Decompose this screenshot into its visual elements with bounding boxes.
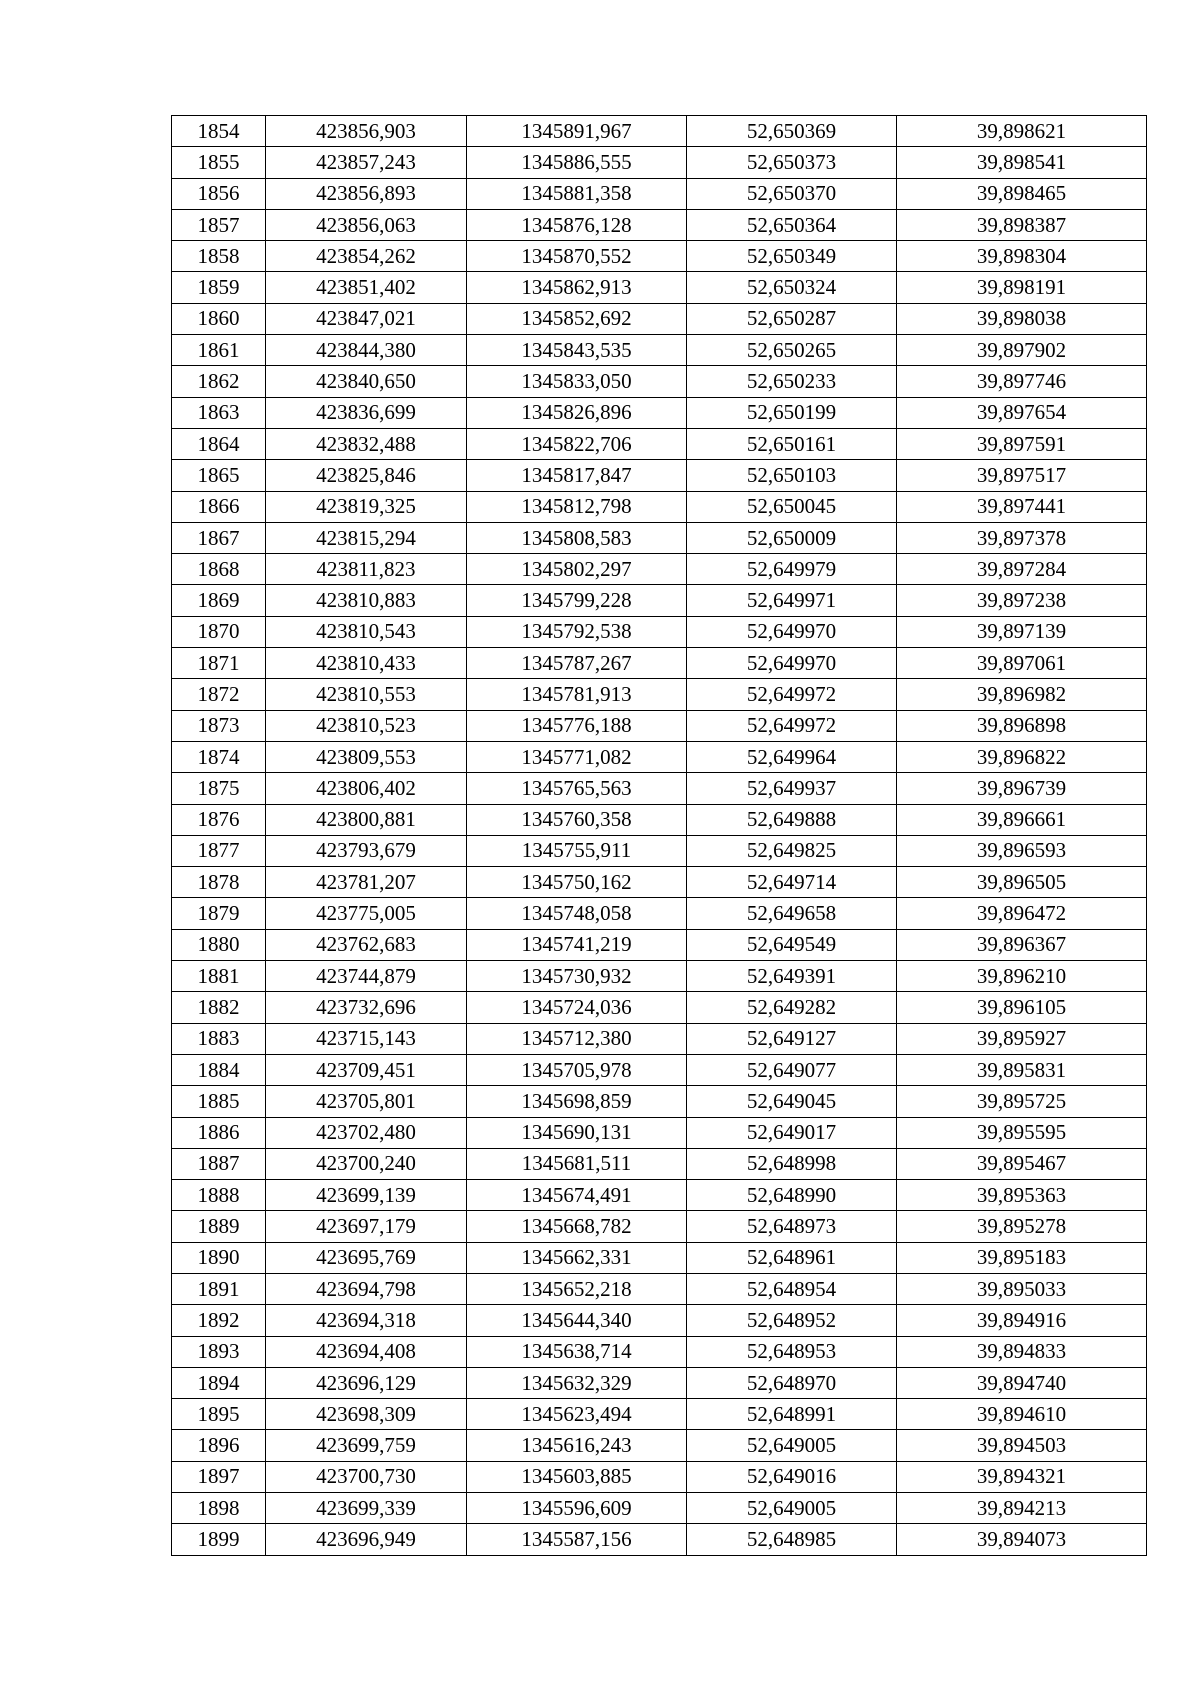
table-row bbox=[172, 147, 1147, 178]
longitude-cell: 39,894740 bbox=[897, 1367, 1147, 1398]
point-number-cell: 1857 bbox=[172, 209, 266, 240]
y-coordinate-cell: 1345781,913 bbox=[467, 679, 687, 710]
y-coordinate-cell: 1345760,358 bbox=[467, 804, 687, 835]
y-coordinate-cell: 1345802,297 bbox=[467, 554, 687, 585]
y-coordinate-cell: 1345668,782 bbox=[467, 1211, 687, 1242]
point-number-cell: 1882 bbox=[172, 992, 266, 1023]
y-coordinate-cell: 1345870,552 bbox=[467, 241, 687, 272]
table-row bbox=[172, 1148, 1147, 1179]
y-coordinate-cell: 1345638,714 bbox=[467, 1336, 687, 1367]
longitude-cell: 39,898387 bbox=[897, 209, 1147, 240]
coordinate-table bbox=[171, 115, 1147, 1556]
longitude-cell: 39,896898 bbox=[897, 710, 1147, 741]
table-row bbox=[172, 648, 1147, 679]
table-row bbox=[172, 1493, 1147, 1524]
x-coordinate-cell: 423856,063 bbox=[266, 209, 467, 240]
longitude-cell: 39,897902 bbox=[897, 335, 1147, 366]
table-row bbox=[172, 554, 1147, 585]
latitude-cell: 52,650287 bbox=[687, 303, 897, 334]
y-coordinate-cell: 1345822,706 bbox=[467, 428, 687, 459]
y-coordinate-cell: 1345681,511 bbox=[467, 1148, 687, 1179]
table-row bbox=[172, 303, 1147, 334]
point-number-cell: 1863 bbox=[172, 397, 266, 428]
latitude-cell: 52,648991 bbox=[687, 1399, 897, 1430]
longitude-cell: 39,896105 bbox=[897, 992, 1147, 1023]
point-number-cell: 1874 bbox=[172, 741, 266, 772]
x-coordinate-cell: 423810,543 bbox=[266, 616, 467, 647]
longitude-cell: 39,897284 bbox=[897, 554, 1147, 585]
table-row bbox=[172, 522, 1147, 553]
table-row bbox=[172, 491, 1147, 522]
latitude-cell: 52,649549 bbox=[687, 929, 897, 960]
y-coordinate-cell: 1345876,128 bbox=[467, 209, 687, 240]
point-number-cell: 1897 bbox=[172, 1461, 266, 1492]
longitude-cell: 39,895927 bbox=[897, 1023, 1147, 1054]
point-number-cell: 1884 bbox=[172, 1054, 266, 1085]
latitude-cell: 52,650009 bbox=[687, 522, 897, 553]
table-row bbox=[172, 1086, 1147, 1117]
longitude-cell: 39,896739 bbox=[897, 773, 1147, 804]
point-number-cell: 1899 bbox=[172, 1524, 266, 1555]
longitude-cell: 39,897517 bbox=[897, 460, 1147, 491]
latitude-cell: 52,649282 bbox=[687, 992, 897, 1023]
latitude-cell: 52,648953 bbox=[687, 1336, 897, 1367]
y-coordinate-cell: 1345674,491 bbox=[467, 1180, 687, 1211]
latitude-cell: 52,649714 bbox=[687, 867, 897, 898]
longitude-cell: 39,896210 bbox=[897, 961, 1147, 992]
longitude-cell: 39,897378 bbox=[897, 522, 1147, 553]
longitude-cell: 39,897746 bbox=[897, 366, 1147, 397]
longitude-cell: 39,896367 bbox=[897, 929, 1147, 960]
latitude-cell: 52,650324 bbox=[687, 272, 897, 303]
table-row bbox=[172, 585, 1147, 616]
x-coordinate-cell: 423709,451 bbox=[266, 1054, 467, 1085]
point-number-cell: 1887 bbox=[172, 1148, 266, 1179]
y-coordinate-cell: 1345748,058 bbox=[467, 898, 687, 929]
table-row bbox=[172, 335, 1147, 366]
point-number-cell: 1896 bbox=[172, 1430, 266, 1461]
point-number-cell: 1868 bbox=[172, 554, 266, 585]
longitude-cell: 39,894073 bbox=[897, 1524, 1147, 1555]
table-row bbox=[172, 460, 1147, 491]
latitude-cell: 52,649964 bbox=[687, 741, 897, 772]
x-coordinate-cell: 423695,769 bbox=[266, 1242, 467, 1273]
x-coordinate-cell: 423854,262 bbox=[266, 241, 467, 272]
longitude-cell: 39,894833 bbox=[897, 1336, 1147, 1367]
point-number-cell: 1871 bbox=[172, 648, 266, 679]
x-coordinate-cell: 423810,883 bbox=[266, 585, 467, 616]
latitude-cell: 52,649127 bbox=[687, 1023, 897, 1054]
latitude-cell: 52,649016 bbox=[687, 1461, 897, 1492]
y-coordinate-cell: 1345787,267 bbox=[467, 648, 687, 679]
point-number-cell: 1891 bbox=[172, 1273, 266, 1304]
latitude-cell: 52,649045 bbox=[687, 1086, 897, 1117]
point-number-cell: 1854 bbox=[172, 116, 266, 147]
table-row bbox=[172, 898, 1147, 929]
point-number-cell: 1858 bbox=[172, 241, 266, 272]
latitude-cell: 52,649972 bbox=[687, 679, 897, 710]
point-number-cell: 1872 bbox=[172, 679, 266, 710]
point-number-cell: 1865 bbox=[172, 460, 266, 491]
y-coordinate-cell: 1345596,609 bbox=[467, 1493, 687, 1524]
point-number-cell: 1867 bbox=[172, 522, 266, 553]
x-coordinate-cell: 423815,294 bbox=[266, 522, 467, 553]
y-coordinate-cell: 1345881,358 bbox=[467, 178, 687, 209]
y-coordinate-cell: 1345891,967 bbox=[467, 116, 687, 147]
x-coordinate-cell: 423793,679 bbox=[266, 835, 467, 866]
y-coordinate-cell: 1345755,911 bbox=[467, 835, 687, 866]
point-number-cell: 1886 bbox=[172, 1117, 266, 1148]
y-coordinate-cell: 1345603,885 bbox=[467, 1461, 687, 1492]
x-coordinate-cell: 423700,240 bbox=[266, 1148, 467, 1179]
table-row bbox=[172, 679, 1147, 710]
table-row bbox=[172, 1461, 1147, 1492]
y-coordinate-cell: 1345750,162 bbox=[467, 867, 687, 898]
point-number-cell: 1889 bbox=[172, 1211, 266, 1242]
x-coordinate-cell: 423732,696 bbox=[266, 992, 467, 1023]
table-row bbox=[172, 710, 1147, 741]
x-coordinate-cell: 423819,325 bbox=[266, 491, 467, 522]
latitude-cell: 52,649658 bbox=[687, 898, 897, 929]
longitude-cell: 39,894213 bbox=[897, 1493, 1147, 1524]
point-number-cell: 1876 bbox=[172, 804, 266, 835]
point-number-cell: 1879 bbox=[172, 898, 266, 929]
x-coordinate-cell: 423699,339 bbox=[266, 1493, 467, 1524]
point-number-cell: 1880 bbox=[172, 929, 266, 960]
x-coordinate-cell: 423702,480 bbox=[266, 1117, 467, 1148]
x-coordinate-cell: 423715,143 bbox=[266, 1023, 467, 1054]
longitude-cell: 39,898465 bbox=[897, 178, 1147, 209]
latitude-cell: 52,649005 bbox=[687, 1430, 897, 1461]
longitude-cell: 39,897061 bbox=[897, 648, 1147, 679]
latitude-cell: 52,649971 bbox=[687, 585, 897, 616]
table-row bbox=[172, 992, 1147, 1023]
x-coordinate-cell: 423856,893 bbox=[266, 178, 467, 209]
y-coordinate-cell: 1345862,913 bbox=[467, 272, 687, 303]
point-number-cell: 1855 bbox=[172, 147, 266, 178]
table-row bbox=[172, 1023, 1147, 1054]
longitude-cell: 39,895363 bbox=[897, 1180, 1147, 1211]
point-number-cell: 1864 bbox=[172, 428, 266, 459]
y-coordinate-cell: 1345632,329 bbox=[467, 1367, 687, 1398]
x-coordinate-cell: 423800,881 bbox=[266, 804, 467, 835]
x-coordinate-cell: 423699,759 bbox=[266, 1430, 467, 1461]
table-row bbox=[172, 835, 1147, 866]
x-coordinate-cell: 423847,021 bbox=[266, 303, 467, 334]
x-coordinate-cell: 423844,380 bbox=[266, 335, 467, 366]
x-coordinate-cell: 423694,318 bbox=[266, 1305, 467, 1336]
point-number-cell: 1898 bbox=[172, 1493, 266, 1524]
y-coordinate-cell: 1345644,340 bbox=[467, 1305, 687, 1336]
longitude-cell: 39,897654 bbox=[897, 397, 1147, 428]
latitude-cell: 52,649970 bbox=[687, 616, 897, 647]
x-coordinate-cell: 423762,683 bbox=[266, 929, 467, 960]
x-coordinate-cell: 423781,207 bbox=[266, 867, 467, 898]
longitude-cell: 39,895467 bbox=[897, 1148, 1147, 1179]
y-coordinate-cell: 1345843,535 bbox=[467, 335, 687, 366]
latitude-cell: 52,650265 bbox=[687, 335, 897, 366]
y-coordinate-cell: 1345741,219 bbox=[467, 929, 687, 960]
latitude-cell: 52,648998 bbox=[687, 1148, 897, 1179]
table-row bbox=[172, 773, 1147, 804]
point-number-cell: 1861 bbox=[172, 335, 266, 366]
table-row bbox=[172, 209, 1147, 240]
longitude-cell: 39,896472 bbox=[897, 898, 1147, 929]
x-coordinate-cell: 423856,903 bbox=[266, 116, 467, 147]
y-coordinate-cell: 1345812,798 bbox=[467, 491, 687, 522]
y-coordinate-cell: 1345705,978 bbox=[467, 1054, 687, 1085]
longitude-cell: 39,896982 bbox=[897, 679, 1147, 710]
point-number-cell: 1881 bbox=[172, 961, 266, 992]
x-coordinate-cell: 423696,129 bbox=[266, 1367, 467, 1398]
latitude-cell: 52,649972 bbox=[687, 710, 897, 741]
y-coordinate-cell: 1345616,243 bbox=[467, 1430, 687, 1461]
latitude-cell: 52,649391 bbox=[687, 961, 897, 992]
latitude-cell: 52,650045 bbox=[687, 491, 897, 522]
longitude-cell: 39,897591 bbox=[897, 428, 1147, 459]
x-coordinate-cell: 423810,523 bbox=[266, 710, 467, 741]
x-coordinate-cell: 423699,139 bbox=[266, 1180, 467, 1211]
longitude-cell: 39,895183 bbox=[897, 1242, 1147, 1273]
table-row bbox=[172, 1211, 1147, 1242]
x-coordinate-cell: 423810,433 bbox=[266, 648, 467, 679]
longitude-cell: 39,897139 bbox=[897, 616, 1147, 647]
x-coordinate-cell: 423851,402 bbox=[266, 272, 467, 303]
point-number-cell: 1860 bbox=[172, 303, 266, 334]
table-row bbox=[172, 1180, 1147, 1211]
latitude-cell: 52,649077 bbox=[687, 1054, 897, 1085]
table-row bbox=[172, 1430, 1147, 1461]
latitude-cell: 52,650349 bbox=[687, 241, 897, 272]
point-number-cell: 1893 bbox=[172, 1336, 266, 1367]
point-number-cell: 1869 bbox=[172, 585, 266, 616]
latitude-cell: 52,650369 bbox=[687, 116, 897, 147]
y-coordinate-cell: 1345886,555 bbox=[467, 147, 687, 178]
x-coordinate-cell: 423806,402 bbox=[266, 773, 467, 804]
y-coordinate-cell: 1345765,563 bbox=[467, 773, 687, 804]
longitude-cell: 39,894916 bbox=[897, 1305, 1147, 1336]
coordinate-table-page bbox=[171, 115, 1146, 1556]
table-row bbox=[172, 1117, 1147, 1148]
point-number-cell: 1895 bbox=[172, 1399, 266, 1430]
x-coordinate-cell: 423696,949 bbox=[266, 1524, 467, 1555]
table-row bbox=[172, 1367, 1147, 1398]
x-coordinate-cell: 423836,699 bbox=[266, 397, 467, 428]
point-number-cell: 1856 bbox=[172, 178, 266, 209]
x-coordinate-cell: 423775,005 bbox=[266, 898, 467, 929]
table-row bbox=[172, 741, 1147, 772]
y-coordinate-cell: 1345587,156 bbox=[467, 1524, 687, 1555]
x-coordinate-cell: 423705,801 bbox=[266, 1086, 467, 1117]
point-number-cell: 1888 bbox=[172, 1180, 266, 1211]
table-row bbox=[172, 1242, 1147, 1273]
longitude-cell: 39,896593 bbox=[897, 835, 1147, 866]
table-row bbox=[172, 616, 1147, 647]
table-row bbox=[172, 366, 1147, 397]
longitude-cell: 39,895278 bbox=[897, 1211, 1147, 1242]
point-number-cell: 1859 bbox=[172, 272, 266, 303]
y-coordinate-cell: 1345799,228 bbox=[467, 585, 687, 616]
coordinate-table-body bbox=[172, 116, 1147, 1556]
latitude-cell: 52,648961 bbox=[687, 1242, 897, 1273]
x-coordinate-cell: 423694,798 bbox=[266, 1273, 467, 1304]
table-row bbox=[172, 1273, 1147, 1304]
table-row bbox=[172, 804, 1147, 835]
latitude-cell: 52,649825 bbox=[687, 835, 897, 866]
x-coordinate-cell: 423811,823 bbox=[266, 554, 467, 585]
table-row bbox=[172, 428, 1147, 459]
table-row bbox=[172, 867, 1147, 898]
longitude-cell: 39,894503 bbox=[897, 1430, 1147, 1461]
longitude-cell: 39,897238 bbox=[897, 585, 1147, 616]
latitude-cell: 52,649888 bbox=[687, 804, 897, 835]
x-coordinate-cell: 423825,846 bbox=[266, 460, 467, 491]
longitude-cell: 39,895595 bbox=[897, 1117, 1147, 1148]
longitude-cell: 39,896505 bbox=[897, 867, 1147, 898]
x-coordinate-cell: 423832,488 bbox=[266, 428, 467, 459]
longitude-cell: 39,898541 bbox=[897, 147, 1147, 178]
longitude-cell: 39,895725 bbox=[897, 1086, 1147, 1117]
point-number-cell: 1883 bbox=[172, 1023, 266, 1054]
latitude-cell: 52,648990 bbox=[687, 1180, 897, 1211]
y-coordinate-cell: 1345623,494 bbox=[467, 1399, 687, 1430]
point-number-cell: 1875 bbox=[172, 773, 266, 804]
point-number-cell: 1890 bbox=[172, 1242, 266, 1273]
x-coordinate-cell: 423694,408 bbox=[266, 1336, 467, 1367]
longitude-cell: 39,898191 bbox=[897, 272, 1147, 303]
y-coordinate-cell: 1345690,131 bbox=[467, 1117, 687, 1148]
y-coordinate-cell: 1345826,896 bbox=[467, 397, 687, 428]
y-coordinate-cell: 1345808,583 bbox=[467, 522, 687, 553]
point-number-cell: 1873 bbox=[172, 710, 266, 741]
x-coordinate-cell: 423697,179 bbox=[266, 1211, 467, 1242]
table-row bbox=[172, 241, 1147, 272]
table-row bbox=[172, 1305, 1147, 1336]
table-row bbox=[172, 1399, 1147, 1430]
table-row bbox=[172, 1524, 1147, 1555]
y-coordinate-cell: 1345662,331 bbox=[467, 1242, 687, 1273]
latitude-cell: 52,650370 bbox=[687, 178, 897, 209]
longitude-cell: 39,895831 bbox=[897, 1054, 1147, 1085]
longitude-cell: 39,894610 bbox=[897, 1399, 1147, 1430]
x-coordinate-cell: 423700,730 bbox=[266, 1461, 467, 1492]
latitude-cell: 52,648954 bbox=[687, 1273, 897, 1304]
x-coordinate-cell: 423840,650 bbox=[266, 366, 467, 397]
y-coordinate-cell: 1345792,538 bbox=[467, 616, 687, 647]
y-coordinate-cell: 1345833,050 bbox=[467, 366, 687, 397]
latitude-cell: 52,648985 bbox=[687, 1524, 897, 1555]
x-coordinate-cell: 423809,553 bbox=[266, 741, 467, 772]
latitude-cell: 52,648970 bbox=[687, 1367, 897, 1398]
table-row bbox=[172, 397, 1147, 428]
longitude-cell: 39,898304 bbox=[897, 241, 1147, 272]
point-number-cell: 1870 bbox=[172, 616, 266, 647]
latitude-cell: 52,650373 bbox=[687, 147, 897, 178]
point-number-cell: 1877 bbox=[172, 835, 266, 866]
latitude-cell: 52,650103 bbox=[687, 460, 897, 491]
latitude-cell: 52,649979 bbox=[687, 554, 897, 585]
latitude-cell: 52,649005 bbox=[687, 1493, 897, 1524]
point-number-cell: 1892 bbox=[172, 1305, 266, 1336]
table-row bbox=[172, 1336, 1147, 1367]
latitude-cell: 52,648973 bbox=[687, 1211, 897, 1242]
point-number-cell: 1878 bbox=[172, 867, 266, 898]
point-number-cell: 1866 bbox=[172, 491, 266, 522]
longitude-cell: 39,898621 bbox=[897, 116, 1147, 147]
longitude-cell: 39,896661 bbox=[897, 804, 1147, 835]
y-coordinate-cell: 1345852,692 bbox=[467, 303, 687, 334]
y-coordinate-cell: 1345771,082 bbox=[467, 741, 687, 772]
latitude-cell: 52,648952 bbox=[687, 1305, 897, 1336]
y-coordinate-cell: 1345698,859 bbox=[467, 1086, 687, 1117]
table-row bbox=[172, 178, 1147, 209]
x-coordinate-cell: 423744,879 bbox=[266, 961, 467, 992]
latitude-cell: 52,650199 bbox=[687, 397, 897, 428]
longitude-cell: 39,894321 bbox=[897, 1461, 1147, 1492]
table-row bbox=[172, 272, 1147, 303]
y-coordinate-cell: 1345730,932 bbox=[467, 961, 687, 992]
point-number-cell: 1862 bbox=[172, 366, 266, 397]
x-coordinate-cell: 423857,243 bbox=[266, 147, 467, 178]
latitude-cell: 52,650233 bbox=[687, 366, 897, 397]
point-number-cell: 1885 bbox=[172, 1086, 266, 1117]
table-row bbox=[172, 1054, 1147, 1085]
longitude-cell: 39,896822 bbox=[897, 741, 1147, 772]
latitude-cell: 52,649937 bbox=[687, 773, 897, 804]
latitude-cell: 52,650161 bbox=[687, 428, 897, 459]
y-coordinate-cell: 1345712,380 bbox=[467, 1023, 687, 1054]
table-row bbox=[172, 961, 1147, 992]
longitude-cell: 39,895033 bbox=[897, 1273, 1147, 1304]
y-coordinate-cell: 1345817,847 bbox=[467, 460, 687, 491]
latitude-cell: 52,649970 bbox=[687, 648, 897, 679]
latitude-cell: 52,649017 bbox=[687, 1117, 897, 1148]
x-coordinate-cell: 423810,553 bbox=[266, 679, 467, 710]
point-number-cell: 1894 bbox=[172, 1367, 266, 1398]
y-coordinate-cell: 1345652,218 bbox=[467, 1273, 687, 1304]
y-coordinate-cell: 1345724,036 bbox=[467, 992, 687, 1023]
y-coordinate-cell: 1345776,188 bbox=[467, 710, 687, 741]
longitude-cell: 39,898038 bbox=[897, 303, 1147, 334]
longitude-cell: 39,897441 bbox=[897, 491, 1147, 522]
latitude-cell: 52,650364 bbox=[687, 209, 897, 240]
table-row bbox=[172, 116, 1147, 147]
table-row bbox=[172, 929, 1147, 960]
x-coordinate-cell: 423698,309 bbox=[266, 1399, 467, 1430]
